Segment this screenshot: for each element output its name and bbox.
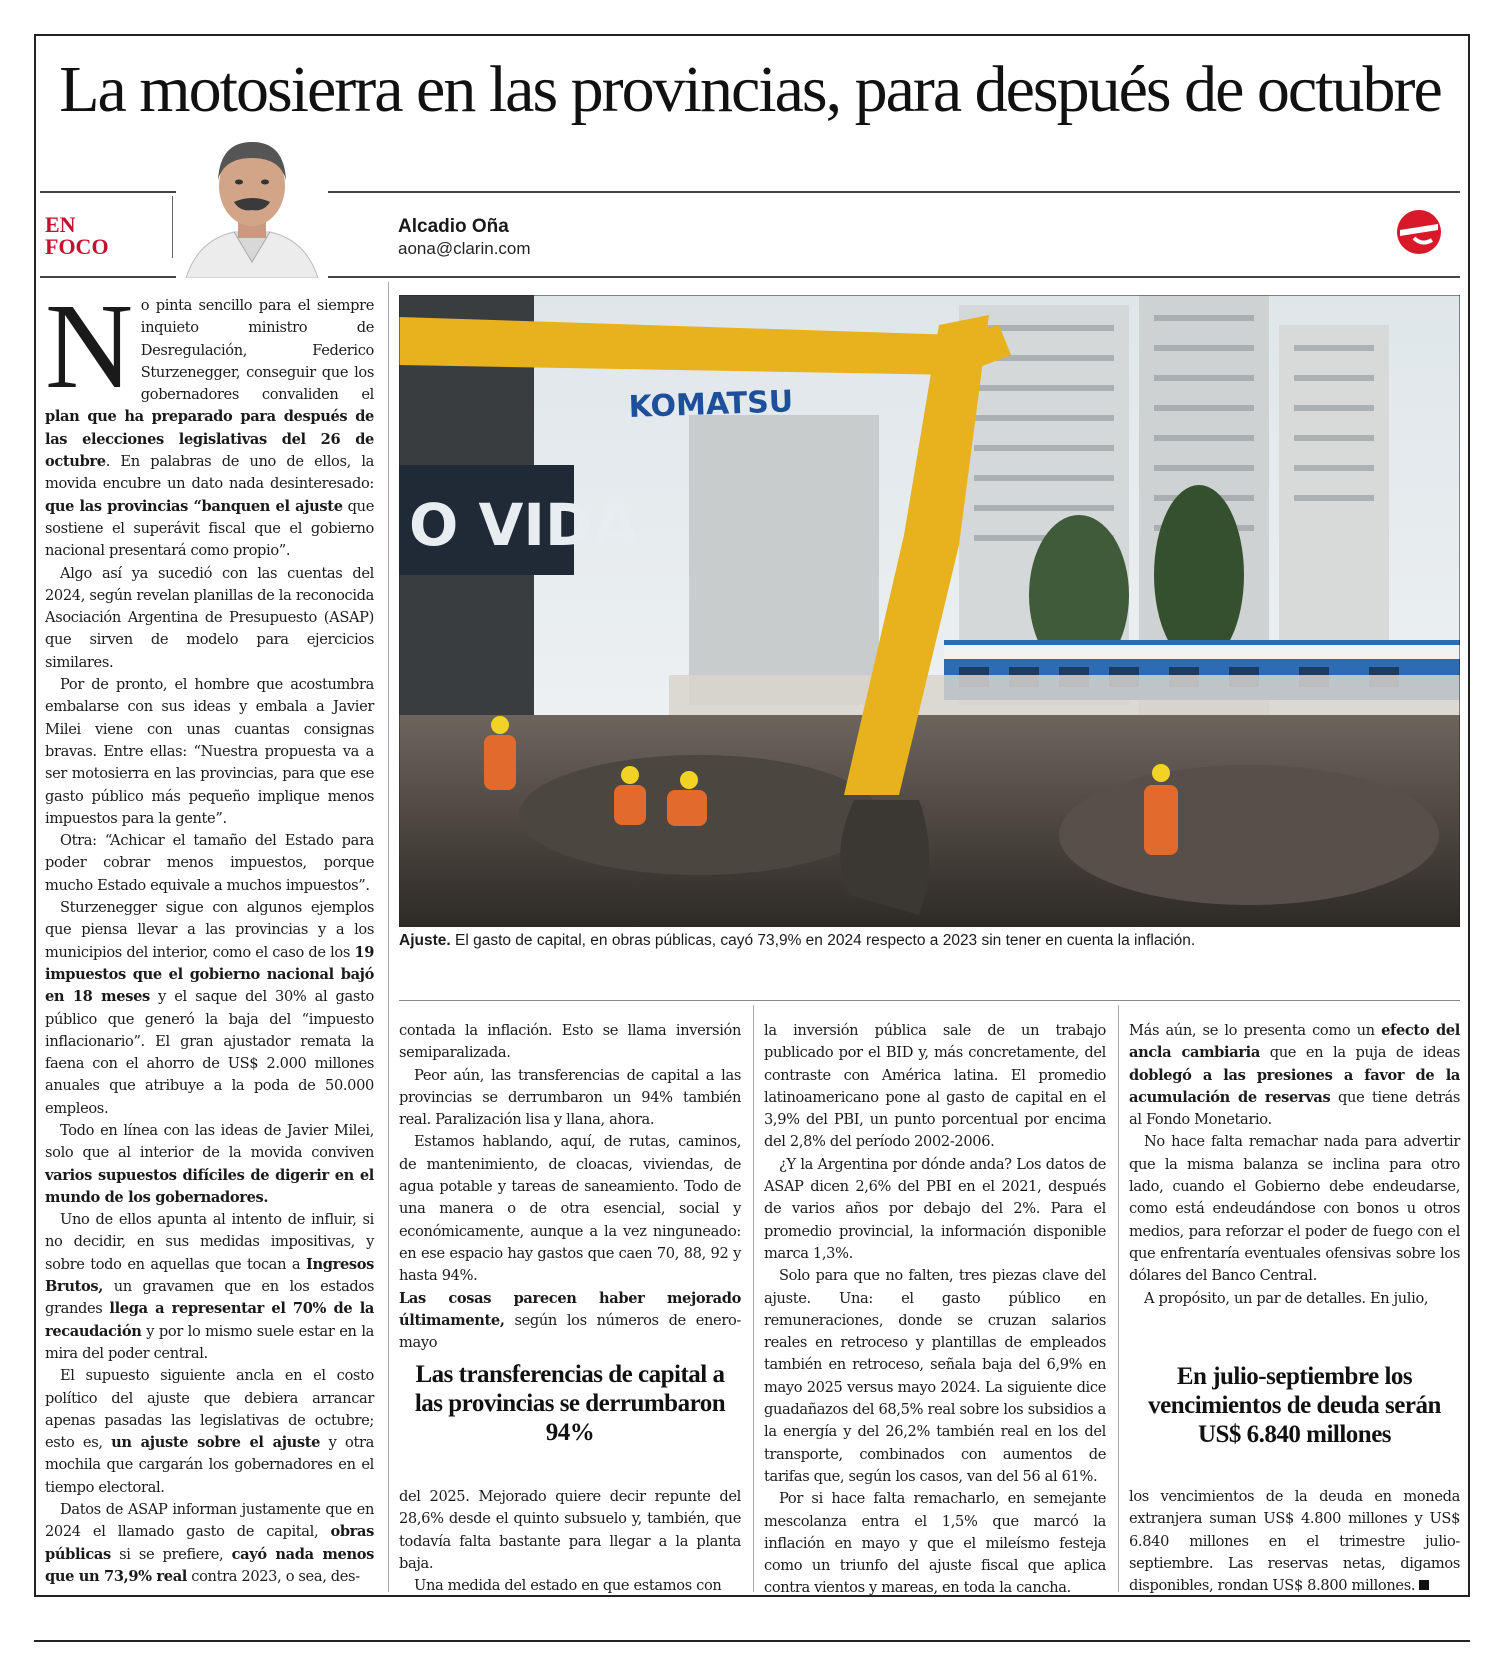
section-label: [45, 214, 125, 258]
page-bottom-rule: [34, 1640, 1470, 1642]
article-photo: [399, 295, 1460, 927]
paragraph: Solo para que no falten, tres piezas clave del ajuste. Una: el gasto público en remuneraciones, donde se cruzan salarios reales en retroceso y plantillas de empleados también en retroceso, señala baja del 6,9% en mayo 2025 versus mayo 2024. La siguiente dice guadañazos del 68,5% real sobre los subsidios a la energía y del 26,2% también real en los del transporte, combinados con aumentos de tarifas que, según los casos, van del 56 al 61%.: [764, 1267, 1106, 1485]
paragraph: Uno de ellos apunta al intento de influir, si no decidir, en sus medidas impositivas, y sobre todo en aquellas que tocan a Ingresos Brutos, un gravamen que en los estados grandes llega a representar el 70% de la recaudación y por lo mismo suele estar en la mira del poder central.: [45, 1211, 374, 1362]
body-column-2-continued: [399, 1486, 741, 1597]
paragraph: Estamos hablando, aquí, de rutas, caminos, de mantenimiento, de cloacas, viviendas, de agua potable y tareas de saneamiento. Todo de una manera o de otra esencial, social y económicamente, aunque a la vez ninguneado: en ese espacio hay gastos que caen 70, 88, 92 y hasta 94%.: [399, 1133, 741, 1285]
paragraph: Otra: “Achicar el tamaño del Estado para poder cobrar menos impuestos, porque mucho Estado equivale a muchos impuestos”.: [45, 832, 374, 894]
paragraph: No hace falta remachar nada para advertir que la misma balanza se inclina para otro lado, cuando el Gobierno debe endeudarse, como está endeudándose con bonos u otros medios, para reforzar el poder de fuego con el que enfrentaría eventuales ofensivas sobre los dólares del Banco Central.: [1129, 1133, 1460, 1285]
clarin-logo: [1392, 208, 1446, 256]
headline: La motosierra en las provincias, para después de octubre: [59, 53, 1441, 126]
paragraph: Más aún, se lo presenta como un efecto del ancla cambiaria que en la puja de ideas doblegó a las presiones a favor de la acumulación de reservas que tiene detrás al Fondo Monetario.: [1129, 1022, 1460, 1129]
paragraph: Datos de ASAP informan justamente que en 2024 el llamado gasto de capital, obras públicas si se prefiere, cayó nada menos que un 73,9% real contra 2023, o sea, des-: [45, 1501, 374, 1585]
paragraph: Una medida del estado en que estamos con: [414, 1577, 722, 1595]
body-column-2: [399, 1020, 741, 1354]
paragraph: A propósito, un par de detalles. En julio,: [1144, 1289, 1429, 1307]
paragraph: Todo en línea con las ideas de Javier Milei, solo que al interior de la movida conviven varios supuestos difíciles de digerir en el mundo de los gobernadores.: [45, 1121, 374, 1206]
section-divider: [172, 196, 173, 258]
paragraph: Las cosas parecen haber mejorado últimamente, según los números de enero-mayo: [399, 1289, 741, 1352]
paragraph: El supuesto siguiente ancla en el costo político del ajuste que debiera arrancar apenas pasadas las legislativas de octubre; esto es, un ajuste sobre el ajuste y otra mochila que cargarán los gobernadores en el tiempo electoral.: [45, 1367, 374, 1496]
photo-caption: [399, 931, 1460, 951]
paragraph: No pinta sencillo para el siempre inquieto ministro de Desregulación, Federico Sturzenegger, conseguir que los gobernadores convaliden el plan que ha preparado para después de las elecciones legislativas del 26 de octubre. En palabras de uno de ellos, la movida encubre un dato nada desinteresado: que las provincias “banquen el ajuste que sostiene el superávit fiscal que el gobierno nacional presentará como propio”.: [45, 279, 374, 560]
paragraph: del 2025. Mejorado quiere decir repunte del 28,6% desde el quinto subsuelo y, también, que todavía falta bastante para llegar a la planta baja.: [399, 1488, 741, 1572]
drop-cap: N: [45, 279, 133, 414]
end-mark: [1419, 1580, 1429, 1590]
author-name: Alcadio Oña: [398, 216, 509, 237]
photo-sign-text: O VIDA: [409, 491, 638, 559]
col2-top-rule: [399, 1000, 1460, 1001]
paragraph: Peor aún, las transferencias de capital a las provincias se derrumbaron un 94% también real. Paralización lisa y llana, ahora.: [399, 1066, 741, 1129]
byline: [398, 216, 531, 260]
author-portrait: [176, 128, 328, 278]
body-column-3: [764, 1020, 1106, 1600]
col-divider-1: [388, 282, 389, 1592]
pullquote: Las transferencias de capital a las provincias se derrumbaron 94%: [414, 1361, 726, 1446]
author-email[interactable]: aona@clarin.com: [398, 239, 531, 258]
col-divider-3: [1118, 1005, 1119, 1592]
body-column-1: [45, 279, 374, 1588]
paragraph: Sturzenegger sigue con algunos ejemplos que piensa llevar a las provincias y a los municipios del interior, como el caso de los 19 impuestos que el gobierno nacional bajó en 18 meses y el saque del 30% al gasto público que generó la baja del “impuesto inflacionario”. El gran ajustador remata la faena con el ahorro de US$ 2.000 millones anuales que atribuye a la poda de 50.000 empleos.: [45, 899, 374, 1117]
col-divider-2: [753, 1005, 754, 1592]
section-label-line1: EN: [45, 212, 76, 237]
caption-lead: Ajuste.: [399, 932, 451, 949]
paragraph: contada la inflación. Esto se llama inversión semiparalizada.: [399, 1022, 741, 1062]
paragraph: ¿Y la Argentina por dónde anda? Los datos de ASAP dicen 2,6% del PBI en el 2021, después de varios años por debajo del 2%. Para el promedio provincial, la información disponible marca 1,3%.: [764, 1155, 1106, 1262]
pullquote: En julio-septiembre los vencimientos de deuda serán US$ 6.840 millones: [1148, 1363, 1441, 1448]
photo-crane-brand: KOMATSU: [628, 384, 794, 425]
body-column-4: [1129, 1020, 1460, 1310]
paragraph: la inversión pública sale de un trabajo publicado por el BID y, más concretamente, del contraste con América latina. El promedio latinoamericano pone al gasto de capital en el 3,9% del PBI, un punto porcentual por encima del 2,8% del período 2002-2006.: [764, 1022, 1106, 1151]
body-column-4-continued: [1129, 1486, 1460, 1597]
paragraph: los vencimientos de la deuda en moneda extranjera suman US$ 4.800 millones y US$ 6.840 millones en el trimestre julio-septiembre. Las reservas netas, digamos disponibles, rondan US$ 8.800 millones.: [1129, 1488, 1460, 1595]
section-label-line2: FOCO: [45, 234, 109, 259]
paragraph: Por de pronto, el hombre que acostumbra embalarse con sus ideas y embala a Javier Milei viene con unas cuantas consignas bravas. Entre ellas: “Nuestra propuesta va a ser motosierra en las provincias, para que ese gasto público más pequeño implique menos impuestos para la gente”.: [45, 676, 374, 827]
paragraph: Algo así ya sucedió con las cuentas del 2024, según revelan planillas de la reconocida Asociación Argentina de Presupuesto (ASAP) que sirven de modelo para ejercicios similares.: [45, 564, 374, 671]
paragraph: Por si hace falta remacharlo, en semejante mescolanza entra el 1,5% que marcó la inflación en mayo y que el mileísmo festeja como un triunfo del ajuste fiscal que aplica contra vientos y mareas, en toda la cancha.: [764, 1490, 1106, 1597]
caption-text: El gasto de capital, en obras públicas, cayó 73,9% en 2024 respecto a 2023 sin tener en cuenta la inflación.: [450, 932, 1196, 949]
